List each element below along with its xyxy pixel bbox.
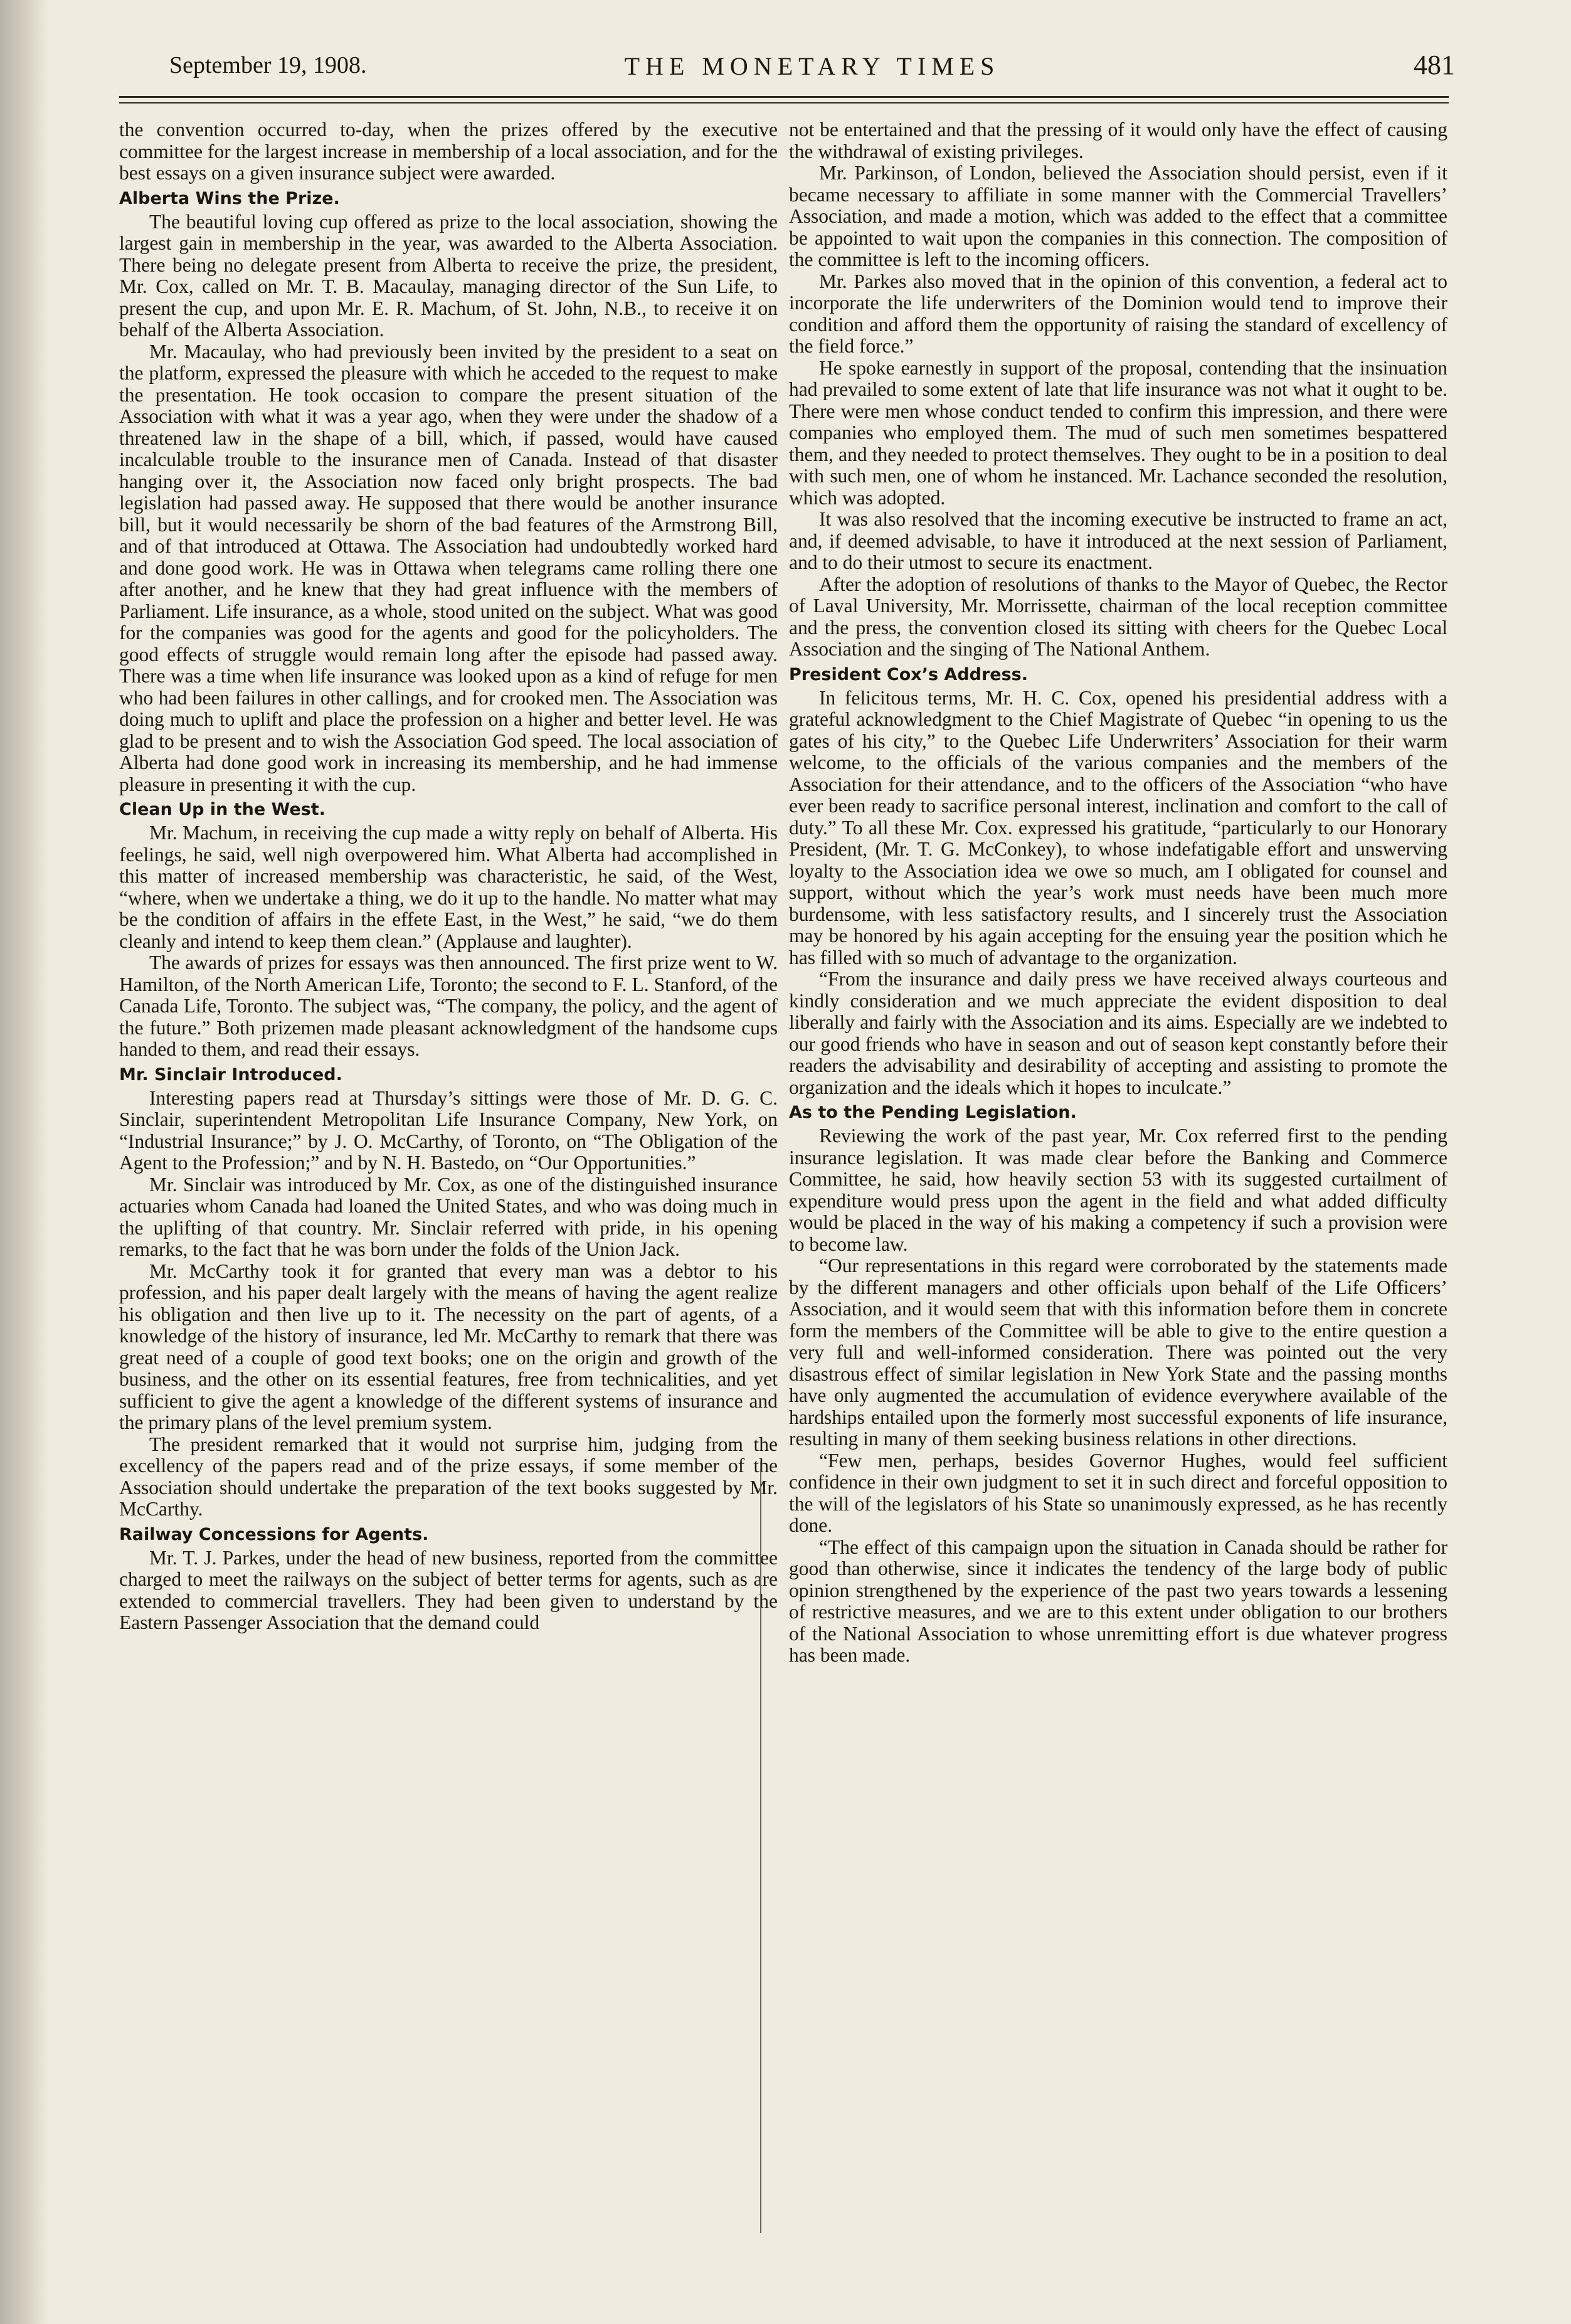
section-heading: Mr. Sinclair Introduced. <box>119 1064 342 1085</box>
paragraph: Mr. Machum, in receiving the cup made a witty reply on behalf of Alberta. His feelings, he said, well nigh overpowered him. What Alberta had accomplished in this matter of increased membership was characteristic, he said, of the West, “where, when we undertake a thing, we do it up to the handle. No matter what may be the condition of affairs in the effete East, in the West,” he said, “we do them cleanly and intend to keep them clean.” (Applause and laughter). <box>119 822 778 952</box>
header-rule-top <box>119 96 1449 98</box>
paragraph: The awards of prizes for essays was then announced. The first prize went to W. Hamilton, of the North American Life, Toronto; the second to F. L. Stanford, of the Canada Life, Toronto. The subject was, “The company, the policy, and the agent of the future.” Both prizemen made pleasant acknowledgment of the handsome cups handed to them, and read their essays. <box>119 952 778 1060</box>
paragraph: Interesting papers read at Thursday’s sittings were those of Mr. D. G. C. Sinclair, superintendent Metropolitan Life Insurance Company, New York, on “Industrial Insurance;” by J. O. McCarthy, of Toronto, on “The Obligation of the Agent to the Profession;” and by N. H. Bastedo, on “Our Opportunities.” <box>119 1086 778 1174</box>
section-heading: President Cox’s Address. <box>789 664 1028 684</box>
paragraph: Mr. Macaulay, who had previously been invited by the president to a seat on the platform, expressed the pleasure with which he acceded to the request to make the presentation. He took occasion to compare the present situation of the Association with what it was a year ago, when they were under the shadow of a threatened law in the shape of a bill, which, if passed, would have caused incalculable trouble to the insurance men of Canada. Instead of that disaster hanging over it, the Association now faced only bright prospects. The bad legislation had passed away. He supposed that there would be another insurance bill, but it would necessarily be shorn of the bad features of the Armstrong Bill, and of that introduced at Ottawa. The Association had undoubtedly worked hard and done good work. He was in Ottawa when telegrams came rolling there one after another, and he knew that they had great influence with the members of Parliament. Life insurance, as a whole, stood united on the subject. What was good for the companies was good for the agents and good for the policyholders. The good effects of struggle would remain long after the episode had passed away. There was a time when life insurance was looked upon as a kind of refuge for men who had been failures in other callings, and for crooked men. The Association was doing much to uplift and place the profession on a higher and better level. He was glad to be present and to wish the Association God speed. The local association of Alberta had done good work in increasing its membership, and he had immense pleasure in presenting it with the cup. <box>119 340 778 795</box>
section-heading: Alberta Wins the Prize. <box>119 188 340 208</box>
paragraph: He spoke earnestly in support of the proposal, contending that the insinuation had prevailed to some extent of late that life insurance was not what it ought to be. There were men whose conduct tended to confirm this impression, and there were companies who employed them. The mud of such men sometimes bespattered them, and they needed to protect themselves. They ought to be in a position to deal with such men, one of whom he instanced. Mr. Lachance seconded the resolution, which was adopted. <box>789 356 1447 509</box>
publication-title: THE MONETARY TIMES <box>624 52 1000 80</box>
paragraph: It was also resolved that the incoming executive be instructed to frame an act, and, if deemed advisable, to have it introduced at the next session of Parliament, and to do their utmost to secure its enactment. <box>789 508 1447 573</box>
section-heading: Clean Up in the West. <box>119 800 325 819</box>
section-heading: Railway Concessions for Agents. <box>119 1524 429 1544</box>
section-heading: As to the Pending Legislation. <box>789 1103 1077 1122</box>
paragraph: Mr. Parkes also moved that in the opinion of this convention, a federal act to incorporate the life underwriters of the Dominion would tend to improve their condition and afford them the opportunity of raising the standard of excellency of the field force.” <box>789 270 1447 357</box>
page-gutter-shadow <box>0 0 49 2324</box>
paragraph: “Our representations in this regard were corroborated by the statements made by the different managers and other officials upon behalf of the Life Officers’ Association, and it would seem that with this information before them in concrete form the members of the Committee will be able to give to the entire question a very full and well-informed consideration. There was pointed out the very disastrous effect of similar legislation in New York State and the passing months have only augmented the accumulation of evidence everywhere available of the hardships entailed upon the formerly most successful exponents of life insurance, resulting in many of them seeking business relations in other directions. <box>789 1255 1447 1450</box>
page-header <box>169 51 1455 89</box>
paragraph: “The effect of this campaign upon the situation in Canada should be rather for good than otherwise, since it indicates the tendency of the large body of public opinion strengthened by the experience of the past two years towards a lessening of restrictive measures, and we are to this extent under obligation to our brothers of the National Association to whose unremitting effort is due whatever progress has been made. <box>789 1536 1447 1666</box>
paragraph: Reviewing the work of the past year, Mr. Cox referred first to the pending insurance legislation. It was made clear before the Banking and Commerce Committee, he said, how heavily section 53 with its suggested curtailment of expenditure would press upon the agent in the field and what added difficulty would be placed in the way of his making a competency if such a provision were to become law. <box>789 1125 1447 1255</box>
paragraph: “Few men, perhaps, besides Governor Hughes, would feel sufficient confidence in their own judgment to set it in such direct and forceful opposition to the will of the legislators of his State so unanimously expressed, as he has recently done. <box>789 1449 1447 1536</box>
paragraph: the convention occurred to-day, when the prizes offered by the executive committee for the largest increase in membership of a local association, and for the best essays on a given insurance subject were awarded. <box>119 119 778 184</box>
paragraph: In felicitous terms, Mr. H. C. Cox, opened his presidential address with a grateful acknowledgment to the Chief Magistrate of Quebec “in opening to us the gates of his city,” to the Quebec Life Underwriters’ Association for their warm welcome, to the officials of the various companies and the members of the Association for their attendance, and to the officers of the Association “who have ever been ready to sacrifice personal interest, inclination and comfort to the call of duty.” To all these Mr. Cox. expressed his gratitude, “particularly to our Honorary President, (Mr. T. G. McConkey), to whose indefatigable effort and unswerving loyalty to the Association idea we owe so much, am I obligated for counsel and support, without which the year’s work must needs have been much more burdensome, with less satisfactory results, and I sincerely trust the Association may be honored by his again accepting for the ensuing year the position which he has filled with so much of advantage to the organization. <box>789 686 1447 968</box>
header-rule-bottom <box>119 102 1449 103</box>
paragraph: After the adoption of resolutions of thanks to the Mayor of Quebec, the Rector of Laval University, Mr. Morrissette, chairman of the local reception committee and the press, the convention closed its sitting with cheers for the Quebec Local Association and the singing of The National Anthem. <box>789 573 1447 660</box>
right-column <box>789 119 1447 2296</box>
paragraph: Mr. T. J. Parkes, under the head of new business, reported from the committee charged to meet the railways on the subject of better terms for agents, such as are extended to commercial travellers. They had been given to understand by the Eastern Passenger Association that the demand could <box>119 1546 778 1633</box>
issue-date: September 19, 1908. <box>169 52 367 78</box>
paragraph: not be entertained and that the pressing of it would only have the effect of causing the withdrawal of existing privileges. <box>789 119 1447 162</box>
paragraph: The president remarked that it would not surprise him, judging from the excellency of the papers read and of the prize essays, if some member of the Association should undertake the preparation of the text books suggested by Mr. McCarthy. <box>119 1433 778 1520</box>
column-divider <box>760 1462 761 2233</box>
paragraph: Mr. McCarthy took it for granted that every man was a debtor to his profession, and his paper dealt largely with the means of having the agent realize his obligation and then live up to it. The necessity on the part of agents, of a knowledge of the history of insurance, led Mr. McCarthy to remark that there was great need of a couple of good text books; one on the origin and growth of the business, and the other on its essential features, free from technicalities, and yet sufficient to give the agent a knowledge of the different systems of insurance and the primary plans of the level premium system. <box>119 1260 778 1433</box>
left-column <box>119 119 778 2296</box>
paragraph: “From the insurance and daily press we have received always courteous and kindly consideration and we much appreciate the evident disposition to deal liberally and fairly with the Association and its aims. Especially are we indebted to our good friends who have in season and out of season kept constantly before their readers the advisability and desirability of accepting and assisting to promote the organization and the ideals which it hopes to inculcate.” <box>789 968 1447 1098</box>
paragraph: Mr. Sinclair was introduced by Mr. Cox, as one of the distinguished insurance actuaries whom Canada had loaned the United States, and who was doing much in the uplifting of that country. Mr. Sinclair referred with pride, in his opening remarks, to the fact that he was born under the folds of the Union Jack. <box>119 1173 778 1260</box>
paragraph: Mr. Parkinson, of London, believed the Association should persist, even if it became necessary to affiliate in some manner with the Commercial Travellers’ Association, and made a motion, which was added to the effect that a committee be appointed to wait upon the companies in this connection. The composition of the committee is left to the incoming officers. <box>789 162 1447 270</box>
page-number: 481 <box>1414 50 1455 80</box>
paragraph: The beautiful loving cup offered as prize to the local association, showing the largest gain in membership in the year, was awarded to the Alberta Association. There being no delegate present from Alberta to receive the prize, the president, Mr. Cox, called on Mr. T. B. Macaulay, managing director of the Sun Life, to present the cup, and upon Mr. E. R. Machum, of St. John, N.B., to receive it on behalf of the Alberta Association. <box>119 210 778 341</box>
